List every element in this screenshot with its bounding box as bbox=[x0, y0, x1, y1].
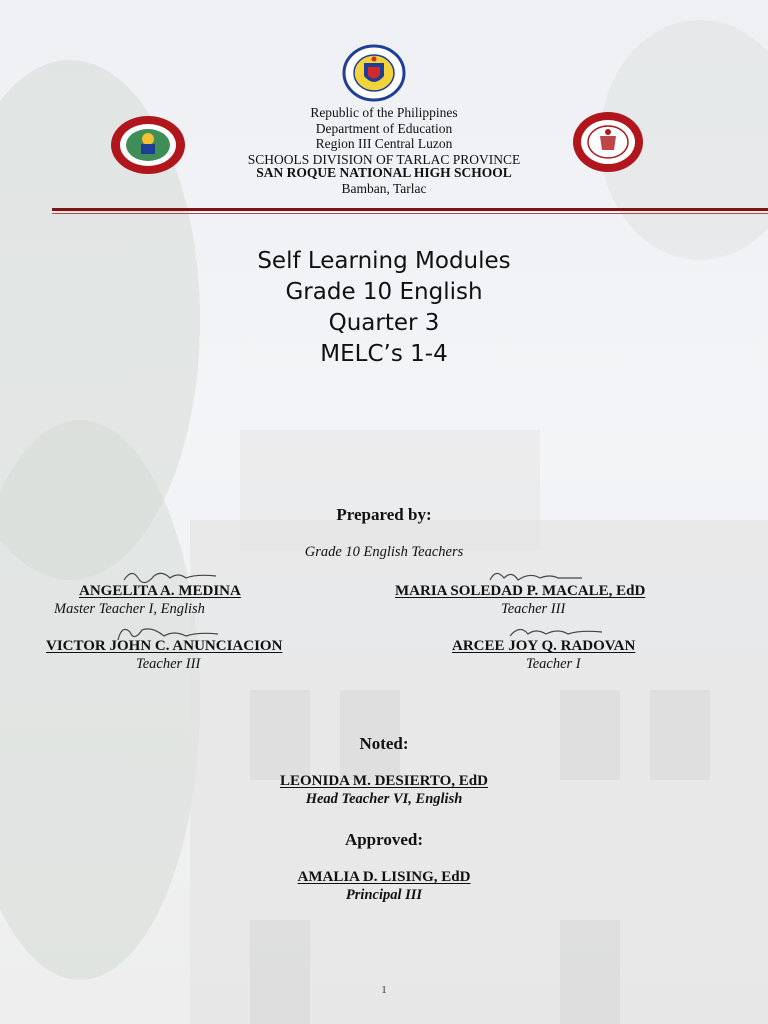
person-role-radovan: Teacher I bbox=[526, 656, 581, 672]
noted-role: Head Teacher VI, English bbox=[305, 791, 463, 807]
header-line-school: SAN ROQUE NATIONAL HIGH SCHOOL bbox=[256, 165, 512, 180]
header-line-republic: Republic of the Philippines bbox=[310, 105, 458, 120]
person-role-anunciacion: Teacher III bbox=[136, 656, 201, 672]
title-line-3: Quarter 3 bbox=[328, 310, 440, 336]
person-name-radovan: ARCEE JOY Q. RADOVAN bbox=[452, 638, 636, 654]
prepared-group: Grade 10 English Teachers bbox=[304, 544, 464, 560]
deped-seal-icon bbox=[337, 44, 411, 102]
person-name-medina: ANGELITA A. MEDINA bbox=[79, 583, 241, 599]
person-role-medina: Master Teacher I, English bbox=[54, 601, 205, 617]
approved-heading: Approved: bbox=[344, 830, 424, 849]
approved-role: Principal III bbox=[345, 887, 423, 903]
approved-name: AMALIA D. LISING, EdD bbox=[297, 869, 471, 885]
noted-heading: Noted: bbox=[359, 734, 409, 753]
page-number: 1 bbox=[381, 984, 387, 996]
person-name-anunciacion: VICTOR JOHN C. ANUNCIACION bbox=[46, 638, 283, 654]
person-name-macale: MARIA SOLEDAD P. MACALE, EdD bbox=[395, 583, 646, 599]
title-line-1: Self Learning Modules bbox=[257, 248, 511, 274]
header-line-region: Region III Central Luzon bbox=[315, 136, 453, 151]
prepared-heading: Prepared by: bbox=[336, 505, 432, 524]
noted-name: LEONIDA M. DESIERTO, EdD bbox=[279, 773, 488, 789]
title-line-4: MELC’s 1-4 bbox=[320, 341, 448, 367]
person-role-macale: Teacher III bbox=[501, 601, 566, 617]
header-divider bbox=[52, 208, 768, 211]
header-divider-thin bbox=[52, 213, 768, 214]
header-line-division: SCHOOLS DIVISION OF TARLAC PROVINCE bbox=[247, 151, 521, 167]
header-line-department: Department of Education bbox=[315, 120, 453, 136]
header-line-location: Bamban, Tarlac bbox=[341, 180, 427, 196]
title-line-2: Grade 10 English bbox=[285, 279, 483, 305]
